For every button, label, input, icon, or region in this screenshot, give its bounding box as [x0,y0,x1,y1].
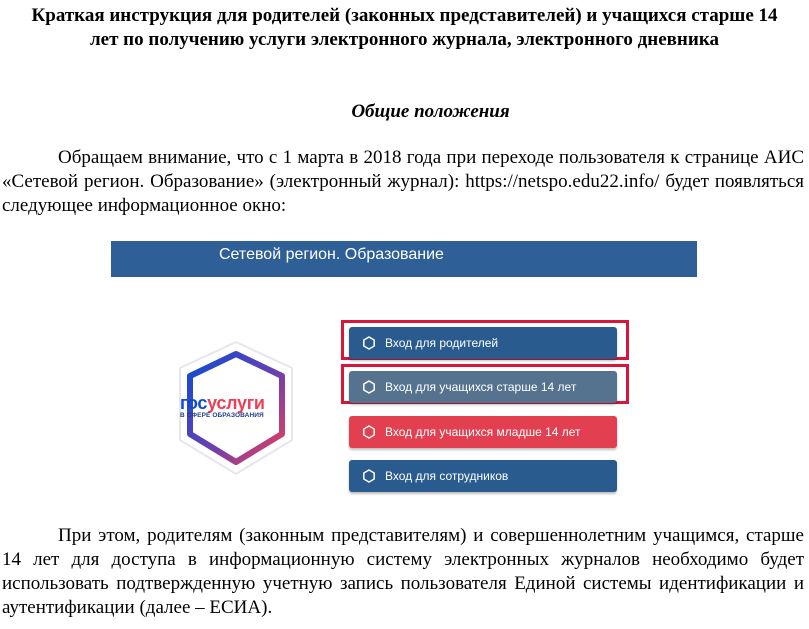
logo-wordmark [180,394,292,412]
logo-wordmark-part2: услуги [207,393,265,413]
login-staff-button[interactable] [349,460,617,492]
login-staff-label: Вход для сотрудников [385,469,509,483]
hexagon-icon [362,469,376,483]
hexagon-icon [362,336,376,350]
portal-banner [111,241,697,277]
login-students-under-14-button[interactable] [349,416,617,448]
hexagon-icon [362,380,376,394]
paragraph-intro: Обращаем внимание, что с 1 марта в 2018 года при переходе пользователя к странице АИС «Сетевой регион. Образование» (электронный журнал): https://netspo.edu22.info/ будет появляться следующее информационное окно: [2,147,804,216]
banner-title: Сетевой регион. Образование [219,246,444,263]
hexagon-icon [362,425,376,439]
login-students-under-14-label: Вход для учащихся младше 14 лет [385,425,581,439]
logo-text [180,394,292,420]
login-parents-label: Вход для родителей [385,336,499,350]
paragraph-esia: При этом, родителям (законным представителям) и совершеннолетним учащимся, старше 14 лет для доступа в информационную систему электронных журналов необходимо будет использовать подтвержденную учетную запись пользователя Единой системы идентификации и аутентификации (далее – ЕСИА). [2,525,804,618]
login-students-over-14-button[interactable] [349,371,617,403]
logo-wordmark-part1: гос [180,393,208,413]
gosuslugi-logo [166,338,306,478]
login-students-over-14-label: Вход для учащихся старше 14 лет [385,380,577,394]
document-title: Краткая инструкция для родителей (законных представителей) и учащихся старше 14 лет по получению услуги электронного журнала, электронного дневника [31,5,778,50]
section-heading: Общие положения [351,101,510,122]
login-parents-button[interactable] [349,327,617,359]
logo-subtitle: В СФЕРЕ ОБРАЗОВАНИЯ [180,412,264,419]
